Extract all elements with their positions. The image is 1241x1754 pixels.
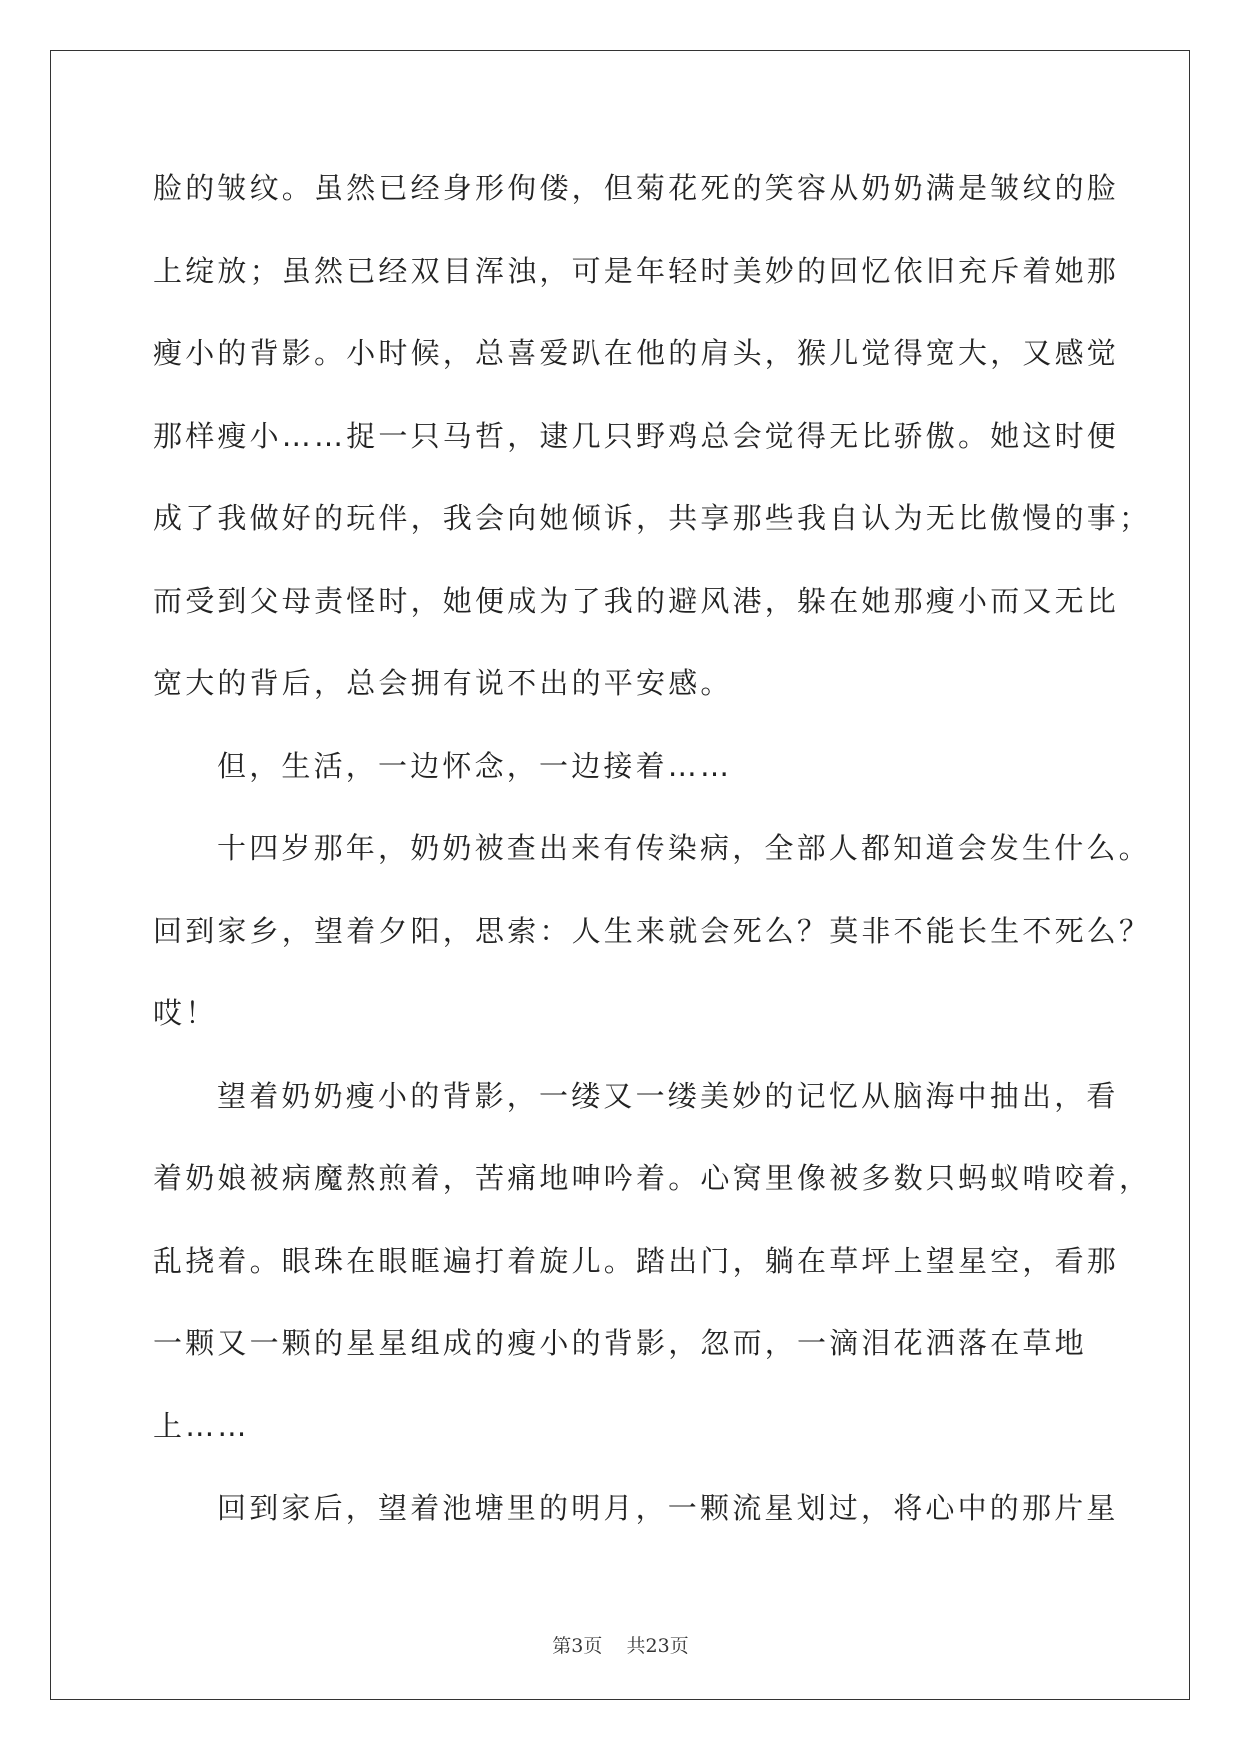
- footer-gap: [602, 1635, 626, 1657]
- text-line: 回到家乡，望着夕阳，思索：人生来就会死么？莫非不能长生不死么？: [153, 913, 1152, 948]
- page-number: 第3页: [552, 1635, 603, 1657]
- page-footer: [0, 1631, 1241, 1658]
- text-line: 回到家后，望着池塘里的明月，一颗流星划过，将心中的那片星: [217, 1491, 1119, 1525]
- page-total: 共23页: [626, 1635, 689, 1657]
- text-line: 乱挠着。眼珠在眼眶遍打着旋儿。踏出门，躺在草坪上望星空，看那: [153, 1243, 1120, 1278]
- text-line: 一颗又一颗的星星组成的瘦小的背影，忽而，一滴泪花洒落在草地: [153, 1326, 1087, 1360]
- text-line: 哎！: [153, 996, 218, 1030]
- text-line: 而受到父母责怪时，她便成为了我的避风港，躲在她那瘦小而又无比: [153, 583, 1120, 618]
- text-line: 十四岁那年，奶奶被查出来有传染病，全部人都知道会发生什么。: [217, 831, 1151, 865]
- text-line: 着奶娘被病魔熬煎着，苦痛地呻吟着。心窝里像被多数只蚂蚁啃咬着，: [153, 1161, 1152, 1195]
- text-line: 上……: [153, 1408, 250, 1443]
- text-line: 但，生活，一边怀念，一边接着……: [217, 748, 733, 783]
- text-line: 宽大的背后，总会拥有说不出的平安感。: [153, 666, 733, 700]
- text-line: 那样瘦小……捉一只马哲，逮几只野鸡总会觉得无比骄傲。她这时便: [153, 418, 1120, 453]
- text-line: 脸的皱纹。虽然已经身形佝偻，但菊花死的笑容从奶奶满是皱纹的脸: [153, 171, 1120, 205]
- text-line: 瘦小的背影。小时候，总喜爱趴在他的肩头，猴儿觉得宽大，又感觉: [153, 336, 1120, 370]
- document-body: [153, 164, 1152, 1567]
- text-line: 成了我做好的玩伴，我会向她倾诉，共享那些我自认为无比傲慢的事；: [153, 501, 1152, 535]
- text-line: 望着奶奶瘦小的背影，一缕又一缕美妙的记忆从脑海中抽出，看: [217, 1078, 1119, 1113]
- text-line: 上绽放；虽然已经双目浑浊，可是年轻时美妙的回忆依旧充斥着她那: [153, 253, 1120, 288]
